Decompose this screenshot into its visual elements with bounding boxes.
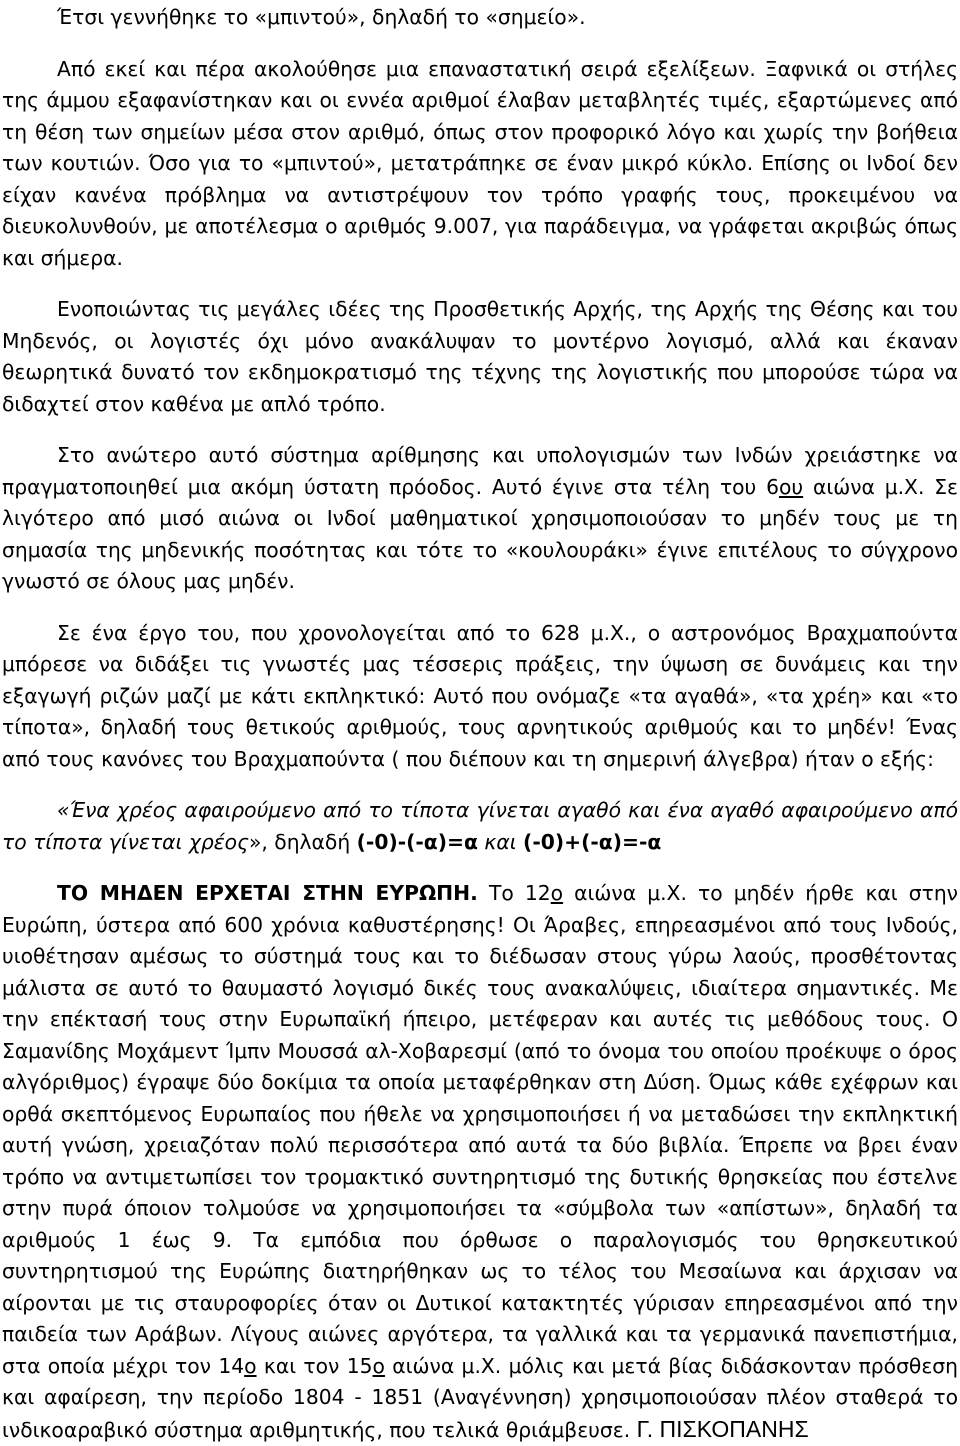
paragraph-intro: [2, 2, 958, 34]
paragraph-evolution: [2, 54, 958, 275]
section-heading: ΤΟ ΜΗΔΕΝ ΕΡΧΕΤΑΙ ΣΤΗΝ ΕΥΡΩΠΗ.: [57, 881, 478, 905]
ordinal-14: ο: [244, 1353, 257, 1378]
europe-text-a: Το 12: [477, 881, 551, 905]
author-signature: Γ. ΠΙΣΚΟΠΑΝΗΣ: [636, 1415, 809, 1442]
formula-1: (-0)-(-α)=α: [356, 829, 478, 854]
accountants-text: Ενοποιώντας τις μεγάλες ιδέες της Προσθετικής Αρχής, της Αρχής της Θέσης και του Μηδενός, οι λογιστές όχι μόνο ανακάλυψαν το μοντέρνο λογισμό, αλλά και έκαναν θεωρητικά δυνατό τον εκδημοκρατισμό της τέχνης της λογιστικής που μπορούσε τώρα να διδαχτεί στον καθένα με απλό τρόπο.: [2, 297, 958, 416]
zero-quantity-text-a: Στο ανώτερο αυτό σύστημα αρίθμησης και υπολογισμών των Ινδών χρειάστηκε να πραγματοποιηθεί μια ακόμη ύστατη πρόοδος. Αυτό έγινε στα τέλη του 6: [2, 443, 958, 499]
intro-text: Έτσι γεννήθηκε το «μπιντού», δηλαδή το «σημείο».: [57, 5, 586, 29]
century-ordinal: ου: [779, 474, 804, 499]
formula-2: (-0)+(-α)=-α: [523, 829, 662, 854]
paragraph-zero-quantity: [2, 440, 958, 598]
evolution-text-b: Όσο για το «μπιντού», μετατράπηκε σε έναν μικρό κύκλο.: [148, 151, 754, 175]
paragraph-europe: [2, 878, 958, 1446]
ordinal-12: ο: [550, 881, 564, 905]
rule-mid: », δηλαδή: [248, 829, 357, 854]
europe-text-c: και τον 15: [256, 1353, 373, 1378]
rule-and: και: [477, 829, 524, 854]
europe-text-b: αιώνα μ.Χ. το μηδέν ήρθε και στην Ευρώπη, ύστερα από 600 χρόνια καθυστέρησης! Οι Άραβες, επηρεασμένοι από τους Ινδούς, υιοθέτησαν αμέσως το σύστημά τους και το διέδωσαν στους γύρω λαούς, προσθέτοντας μάλιστα σε αυτό το θαυμαστό λογισμό δικές τους ανακαλύψεις, ιδιαίτερα σημαντικές. Με την επέκτασή τους στην Ευρωπαϊκή ήπειρο, μετέφεραν και αυτές τις μεθόδους τους. Ο Σαμανίδης Μοχάμεντ Ίμπν Μουσσά αλ-Χοβαρεσμί (από το όνομα του οποίου προέκυψε ο όρος αλγόριθμος) έγραψε δύο δοκίμια τα οποία μεταφέρθηκαν στη Δύση. Όμως κάθε εχέφρων και ορθά σκεπτόμενος Ευρωπαίος που ήθελε να χρησιμοποιήσει ή να μεταδώσει την εκπληκτική αυτή γνώση, χρειαζόταν πολύ περισσότερα από αυτά τα δύο βιβλία. Έπρεπε να βρει έναν τρόπο να αντιμετωπίσει τον τρομακτικό συντηρητισμό της δυτικής θρησκείας που έστελνε στην πυρά όποιον τολμούσε να χρησιμοποιήσει τα «σύμβολα των «απίστων», δηλαδή τα αριθμούς 1 έως 9. Τα εμπόδια που όρθωσε ο παραλογισμός του θρησκευτικού συντηρητισμού της Ευρώπης διατηρήθηκαν ως το τέλος του Μεσαίωνα και άρχισαν να αίρονται με τις σταυροφορίες όταν οι Δυτικοί κατακτητές γύρισαν επηρεασμένοι από την παιδεία των Αράβων. Λίγους αιώνες αργότερα, τα γαλλικά και τα γερμανικά πανεπιστήμια, στα οποία μέχρι τον 14: [2, 881, 959, 1378]
paragraph-accountants: [2, 294, 958, 420]
evolution-text-c: Επίσης οι Ινδοί δεν είχαν κανένα πρόβλημα να αντιστρέψουν τον τρόπο γραφής τους, προκειμένου να διευκολυνθούν, με αποτέλεσμα ο αριθμός 9.007, για παράδειγμα, να γράφεται ακριβώς όπως και σήμερα.: [2, 151, 958, 270]
paragraph-rule: [2, 795, 958, 858]
europe-text-d: αιώνα μ.Χ. μόλις και μετά βίας διδάσκονταν πρόσθεση και αφαίρεση, την περίοδο 1804 - 1851 (Αναγέννηση) χρησιμοποιούσαν πλέον σταθερά το ινδικοαραβικό σύστημα αριθμητικής, που τελικά θριάμβευσε.: [2, 1353, 958, 1442]
rule-quote: «Ένα χρέος αφαιρούμενο από το τίποτα γίνεται αγαθό και ένα αγαθό αφαιρούμενο από το τίποτα γίνεται χρέος: [2, 798, 958, 854]
ordinal-15: ο: [372, 1353, 385, 1378]
brahmagupta-text: Σε ένα έργο του, που χρονολογείται από το 628 μ.Χ., ο αστρονόμος Βραχμαπούντα μπόρεσε να διδάξει τις γνωστές μας τέσσερις πράξεις, την ύψωση σε δυνάμεις και την εξαγωγή ριζών μαζί με κάτι εκπληκτικό: Αυτό που ονόμαζε «τα αγαθά», «τα χρέη» και «το τίποτα», δηλαδή τους θετικούς αριθμούς, τους αρνητικούς αριθμούς και το μηδέν! Ένας από τους κανόνες του Βραχμαπούντα ( που διέπουν και τη σημερινή άλγεβρα) ήταν ο εξής:: [2, 620, 958, 771]
zero-quantity-text-b: αιώνα μ.Χ. Σε λιγότερο από μισό αιώνα οι Ινδοί μαθηματικοί χρησιμοποιούσαν το μηδέν τους με τη σημασία της μηδενικής ποσότητας και τότε το «κουλουράκι» έγινε επιτέλους το σύγχρονο γνωστό σε όλους μας μηδέν.: [2, 474, 958, 593]
evolution-text-a: Από εκεί και πέρα ακολούθησε μια επαναστατική σειρά εξελίξεων. Ξαφνικά οι στήλες της άμμου εξαφανίστηκαν και οι εννέα αριθμοί έλαβαν μεταβλητές τιμές, εξαρτώμενες από τη θέση των σημείων μέσα στον αριθμό, όπως στον προφορικό λόγο και χωρίς την βοήθεια των κουτιών.: [2, 56, 958, 175]
paragraph-brahmagupta: [2, 618, 958, 776]
